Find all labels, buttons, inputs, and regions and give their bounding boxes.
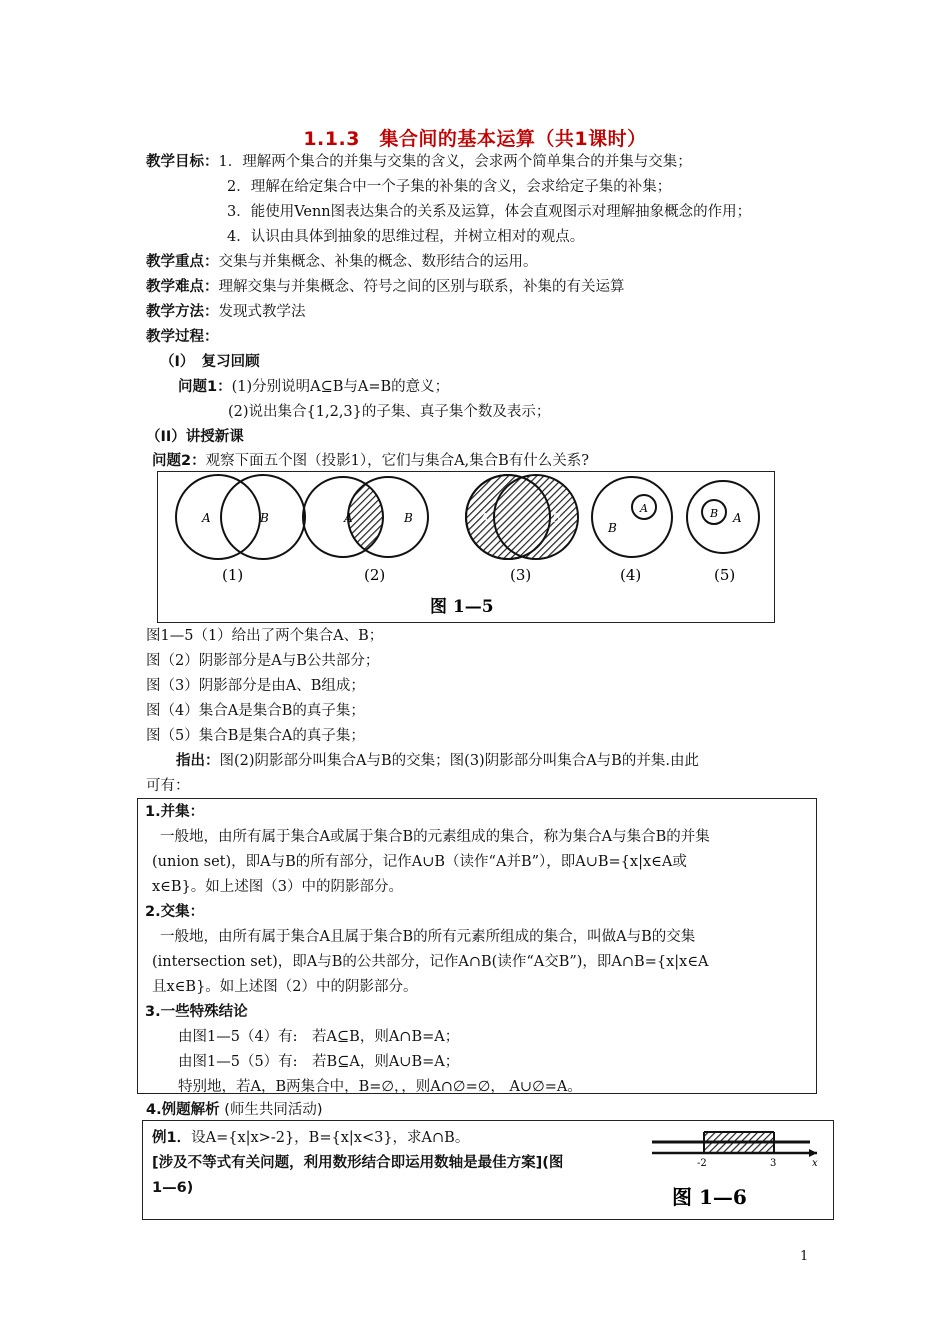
fig-desc-4: 图（4）集合A是集合B的真子集； xyxy=(146,703,365,719)
method xyxy=(146,300,306,324)
union-line: (union set)，即A与B的所有部分，记作A∪B（读作“A并B”），即A∪B={x|x∈A或 xyxy=(152,854,687,870)
example-note: (师生共同活动) xyxy=(224,1102,323,1118)
venn-2-b: B xyxy=(404,511,413,525)
fig-desc-2: 图（2）阴影部分是A与B公共部分； xyxy=(146,653,380,669)
page-title: 1.1.3 集合间的基本运算（共1课时） xyxy=(303,128,647,150)
intersection-line: 一般地，由所有属于集合A且属于集合B的所有元素所组成的集合，叫做A与B的交集 xyxy=(160,929,696,945)
example-section xyxy=(146,1098,323,1122)
special-line: 由图1—5（5）有: 若B⊆A，则A∪B=A； xyxy=(178,1054,460,1070)
union-line: 一般地，由所有属于集合A或属于集合B的元素组成的集合，称为集合A与集合B的并集 xyxy=(160,829,710,845)
venn-4-a: A xyxy=(640,502,648,515)
question1-line2: (2)说出集合{1,2,3}的子集、真子集个数及表示； xyxy=(228,404,551,420)
goals-block xyxy=(146,150,692,174)
pointout xyxy=(176,749,699,773)
fig-desc-5: 图（5）集合B是集合A的真子集； xyxy=(146,728,365,744)
page-number: 1 xyxy=(800,1249,809,1264)
example1-label: 例1． xyxy=(152,1130,192,1146)
question2-label: 问题2： xyxy=(152,453,206,469)
question1 xyxy=(178,375,449,399)
venn-5-b: B xyxy=(710,507,719,520)
process-label: 教学过程： xyxy=(146,329,219,345)
venn-5 xyxy=(687,481,759,553)
key-points xyxy=(146,250,538,274)
tick-left: -2 xyxy=(697,1158,707,1169)
special-line: 特别地，若A，B两集合中，B=∅，，则A∩∅=∅， A∪∅=A。 xyxy=(178,1079,582,1095)
key-points-label: 教学重点： xyxy=(146,254,219,270)
venn-3 xyxy=(466,475,578,559)
venn-1 xyxy=(176,475,305,559)
method-label: 教学方法： xyxy=(146,304,219,320)
goal-item: 3．能使用Venn图表达集合的关系及运算，体会直观图示对理解抽象概念的作用； xyxy=(227,204,752,220)
fig-desc-1: 图1—5（1）给出了两个集合A、B； xyxy=(146,628,384,644)
difficulties-text: 理解交集与并集概念、符号之间的区别与联系，补集的有关运算 xyxy=(218,279,625,295)
venn-label-4: (4) xyxy=(620,566,642,584)
tick-right: 3 xyxy=(770,1158,777,1169)
venn-label-1: (1) xyxy=(222,566,244,584)
question1-label: 问题1： xyxy=(178,379,232,395)
intersection-line: (intersection set)，即A与B的公共部分，记作A∩B(读作“A交B”)，即A∩B={x|x∈A xyxy=(152,954,709,970)
goal-item: 1．理解两个集合的并集与交集的含义，会求两个简单集合的并集与交集； xyxy=(218,154,692,170)
union-line: x∈B}。如上述图（3）中的阴影部分。 xyxy=(152,879,404,895)
section1-heading: （I） 复习回顾 xyxy=(160,354,260,370)
venn-2 xyxy=(303,477,428,557)
venn-label-5: (5) xyxy=(714,566,736,584)
venn-2-a: A xyxy=(344,511,353,525)
venn-3-a: A xyxy=(480,511,489,525)
axis-label: x xyxy=(812,1158,818,1169)
pointout-label: 指出： xyxy=(176,753,220,769)
question1-line1: (1)分别说明A⊆B与A=B的意义； xyxy=(231,379,450,395)
question2 xyxy=(152,449,589,473)
question2-text: 观察下面五个图（投影1），它们与集合A,集合B有什么关系? xyxy=(205,453,590,469)
venn-1-b: B xyxy=(260,511,269,525)
pointout-line1: 图(2)阴影部分叫集合A与B的交集；图(3)阴影部分叫集合A与B的并集.由此 xyxy=(219,753,699,769)
axis-arrow xyxy=(809,1149,817,1157)
example-heading: 4.例题解析 xyxy=(146,1102,220,1118)
venn-5-a: A xyxy=(733,511,742,525)
figure1-caption: 图 1—5 xyxy=(430,597,494,617)
intersection-line: 且x∈B}。如上述图（2）中的阴影部分。 xyxy=(152,979,418,995)
venn-1-a: A xyxy=(202,511,211,525)
section2-heading: （II）讲授新课 xyxy=(146,429,244,445)
venn-label-3: (3) xyxy=(510,566,532,584)
key-points-text: 交集与并集概念、补集的概念、数形结合的运用。 xyxy=(218,254,538,270)
example1-text: 设A={x|x>-2}，B={x|x<3}，求A∩B。 xyxy=(191,1130,470,1146)
goal-item: 4．认识由具体到抽象的思维过程，并树立相对的观点。 xyxy=(227,229,585,245)
example1-hint-cont: 1—6) xyxy=(152,1180,194,1196)
difficulties xyxy=(146,275,625,299)
example1-hint: [涉及不等式有关问题，利用数形结合即运用数轴是最佳方案](图 xyxy=(152,1155,564,1171)
difficulties-label: 教学难点： xyxy=(146,279,219,295)
venn-4 xyxy=(592,477,672,557)
goals-label: 教学目标： xyxy=(146,154,219,170)
goal-item: 2．理解在给定集合中一个子集的补集的含义，会求给定子集的补集； xyxy=(227,179,672,195)
special-heading: 3.一些特殊结论 xyxy=(145,1004,248,1020)
intersection-heading: 2.交集： xyxy=(145,904,205,920)
venn-3-b: B xyxy=(552,511,561,525)
venn-4-b: B xyxy=(608,521,617,535)
number-line xyxy=(652,1124,828,1216)
venn-diagrams xyxy=(158,472,774,622)
figure2-caption: 图 1—6 xyxy=(672,1185,747,1209)
pointout-line2: 可有： xyxy=(146,778,190,794)
venn-figure xyxy=(157,471,775,623)
venn-label-2: (2) xyxy=(364,566,386,584)
number-line-figure xyxy=(652,1124,828,1216)
fig-desc-3: 图（3）阴影部分是由A、B组成； xyxy=(146,678,365,694)
method-text: 发现式教学法 xyxy=(218,304,306,320)
union-heading: 1.并集： xyxy=(145,804,205,820)
special-line: 由图1—5（4）有: 若A⊆B，则A∩B=A； xyxy=(178,1029,460,1045)
example1 xyxy=(152,1126,469,1150)
